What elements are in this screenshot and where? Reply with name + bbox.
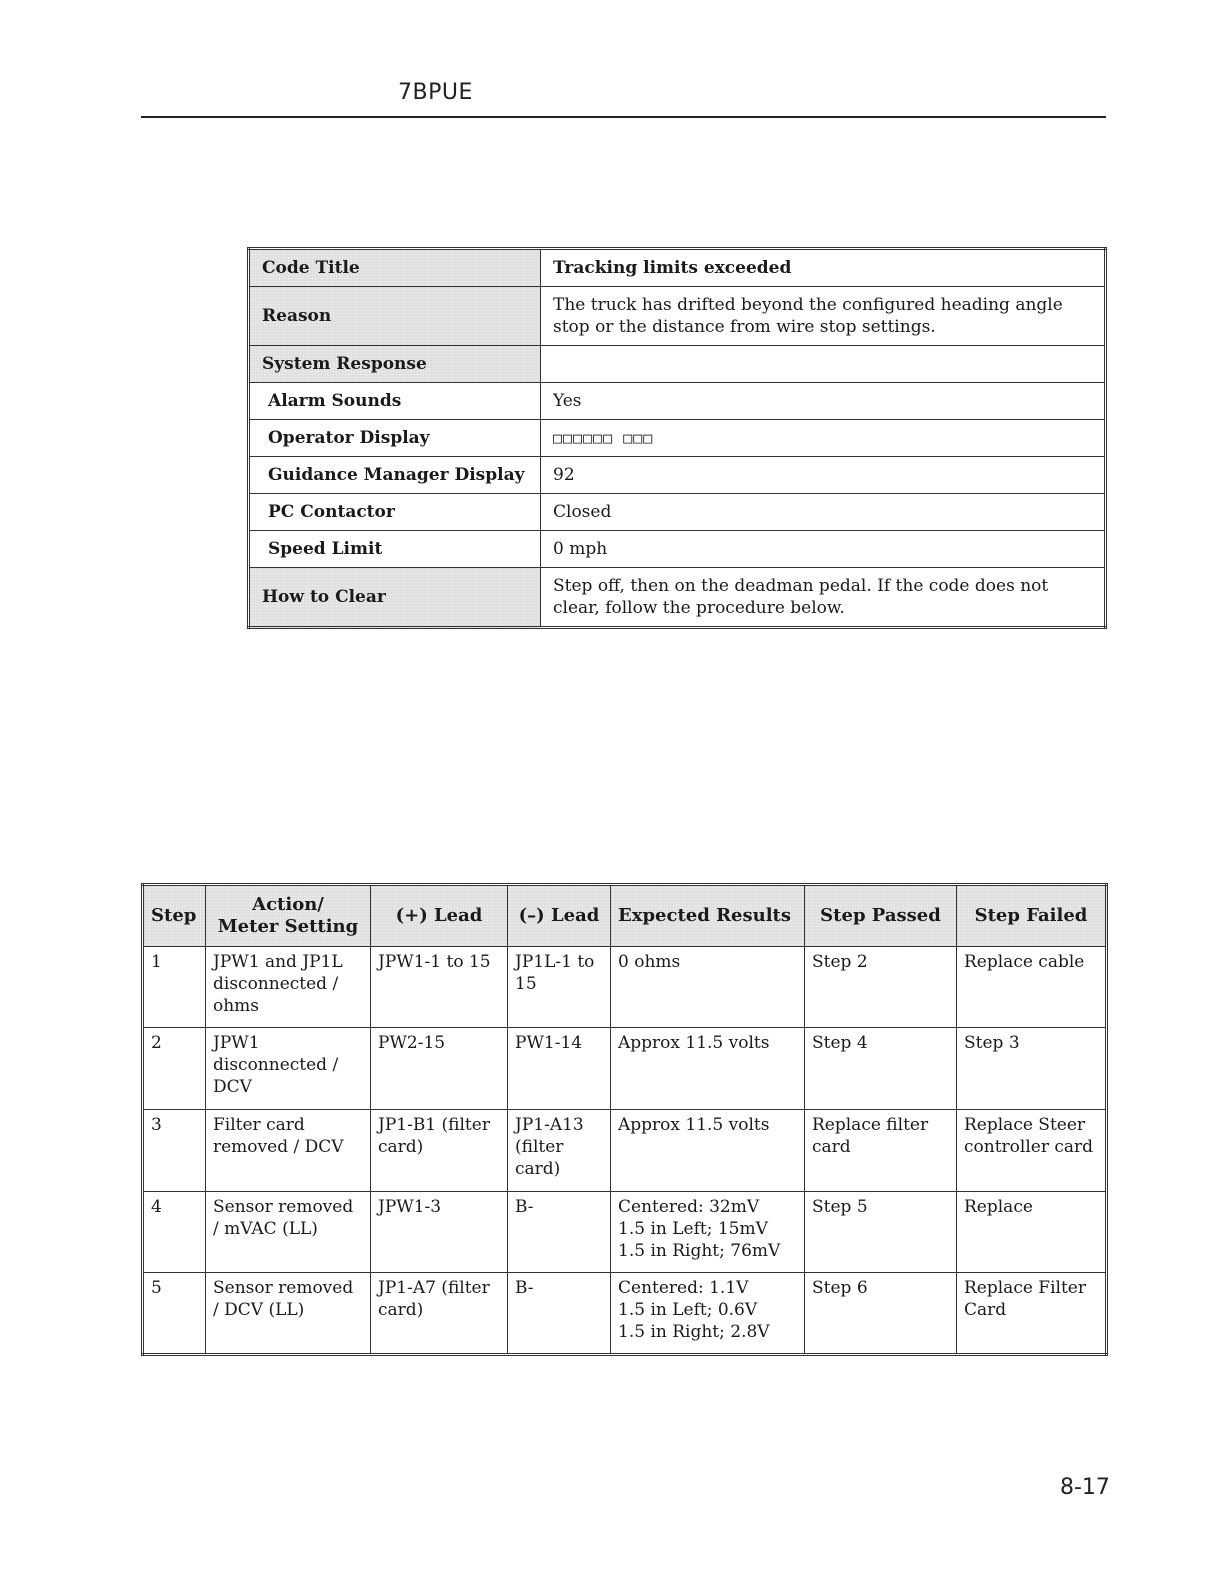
table-row	[143, 1028, 1107, 1110]
minus-lead: B-	[508, 1192, 611, 1273]
minus-lead: JP1L-1 to 15	[508, 947, 611, 1028]
minus-lead: B-	[508, 1273, 611, 1355]
expected-line: Centered: 1.1V	[618, 1278, 749, 1298]
header-step: Step	[143, 885, 206, 947]
expected-line: 1.5 in Right; 2.8V	[618, 1322, 770, 1342]
code-title-value: Tracking limits exceeded	[541, 249, 1106, 287]
table-row	[143, 1273, 1107, 1355]
expected-line: 1.5 in Right; 76mV	[618, 1241, 781, 1261]
system-response-label: System Response	[249, 346, 541, 383]
speed-limit-row	[249, 531, 1106, 568]
operator-display-label: Operator Display	[249, 420, 541, 457]
expected-line: 0 ohms	[618, 952, 681, 972]
how-to-clear-label: How to Clear	[249, 568, 541, 628]
expected-results	[611, 1192, 805, 1273]
expected-results	[611, 1110, 805, 1192]
minus-lead: JP1-A13 (filter card)	[508, 1110, 611, 1192]
header-divider	[141, 116, 1106, 118]
action-meter-setting: Filter card removed / DCV	[206, 1110, 371, 1192]
expected-line: Approx 11.5 volts	[618, 1033, 770, 1053]
pc-contactor-value: Closed	[541, 494, 1106, 531]
troubleshooting-steps-table	[141, 883, 1108, 1356]
step-failed: Step 3	[957, 1028, 1107, 1110]
plus-lead: JPW1-1 to 15	[371, 947, 508, 1028]
page-number: 8-17	[1060, 1475, 1110, 1500]
pc-contactor-label: PC Contactor	[249, 494, 541, 531]
code-title-label: Code Title	[249, 249, 541, 287]
expected-line: Approx 11.5 volts	[618, 1115, 770, 1135]
how-to-clear-value: Step off, then on the deadman pedal. If the code does not clear, follow the procedure below.	[541, 568, 1106, 628]
step-number: 2	[143, 1028, 206, 1110]
expected-line: Centered: 32mV	[618, 1197, 760, 1217]
alarm-sounds-row	[249, 383, 1106, 420]
header-action-line1: Action/	[252, 894, 324, 915]
header-expected-results: Expected Results	[611, 885, 805, 947]
reason-row	[249, 287, 1106, 346]
step-passed: Replace filter card	[805, 1110, 957, 1192]
guidance-manager-value: 92	[541, 457, 1106, 494]
header-step-failed: Step Failed	[957, 885, 1107, 947]
step-failed: Replace	[957, 1192, 1107, 1273]
header-step-passed: Step Passed	[805, 885, 957, 947]
expected-line: 1.5 in Left; 15mV	[618, 1219, 768, 1239]
action-meter-setting: JPW1 and JP1L disconnected / ohms	[206, 947, 371, 1028]
expected-line: 1.5 in Left; 0.6V	[618, 1300, 758, 1320]
alarm-sounds-value: Yes	[541, 383, 1106, 420]
step-number: 4	[143, 1192, 206, 1273]
pc-contactor-row	[249, 494, 1106, 531]
expected-results	[611, 1273, 805, 1355]
expected-results	[611, 1028, 805, 1110]
operator-display-row	[249, 420, 1106, 457]
plus-lead: JPW1-3	[371, 1192, 508, 1273]
step-number: 5	[143, 1273, 206, 1355]
guidance-manager-row	[249, 457, 1106, 494]
action-meter-setting: Sensor removed / mVAC (LL)	[206, 1192, 371, 1273]
operator-display-value: □□□□□□ □□□	[541, 420, 1106, 457]
reason-value: The truck has drifted beyond the configured heading angle stop or the distance from wire stop settings.	[541, 287, 1106, 346]
reason-label: Reason	[249, 287, 541, 346]
minus-lead: PW1-14	[508, 1028, 611, 1110]
system-response-value	[541, 346, 1106, 383]
step-failed: Replace Steer controller card	[957, 1110, 1107, 1192]
table-row	[143, 947, 1107, 1028]
header-minus-lead: (–) Lead	[508, 885, 611, 947]
step-passed: Step 2	[805, 947, 957, 1028]
plus-lead: JP1-A7 (filter card)	[371, 1273, 508, 1355]
step-number: 3	[143, 1110, 206, 1192]
step-number: 1	[143, 947, 206, 1028]
step-passed: Step 6	[805, 1273, 957, 1355]
step-passed: Step 4	[805, 1028, 957, 1110]
document-header-title: 7BPUE	[398, 80, 473, 105]
table-row	[143, 1192, 1107, 1273]
table-row	[143, 1110, 1107, 1192]
system-response-row	[249, 346, 1106, 383]
header-action	[206, 885, 371, 947]
header-plus-lead: (+) Lead	[371, 885, 508, 947]
code-title-row	[249, 249, 1106, 287]
step-failed: Replace cable	[957, 947, 1107, 1028]
step-failed: Replace Filter Card	[957, 1273, 1107, 1355]
header-action-line2: Meter Setting	[217, 916, 359, 937]
guidance-manager-label: Guidance Manager Display	[249, 457, 541, 494]
action-meter-setting: Sensor removed / DCV (LL)	[206, 1273, 371, 1355]
fault-code-table	[247, 247, 1107, 629]
plus-lead: PW2-15	[371, 1028, 508, 1110]
plus-lead: JP1-B1 (filter card)	[371, 1110, 508, 1192]
speed-limit-value: 0 mph	[541, 531, 1106, 568]
action-meter-setting: JPW1 disconnected / DCV	[206, 1028, 371, 1110]
alarm-sounds-label: Alarm Sounds	[249, 383, 541, 420]
step-passed: Step 5	[805, 1192, 957, 1273]
how-to-clear-row	[249, 568, 1106, 628]
steps-header-row	[143, 885, 1107, 947]
speed-limit-label: Speed Limit	[249, 531, 541, 568]
expected-results	[611, 947, 805, 1028]
